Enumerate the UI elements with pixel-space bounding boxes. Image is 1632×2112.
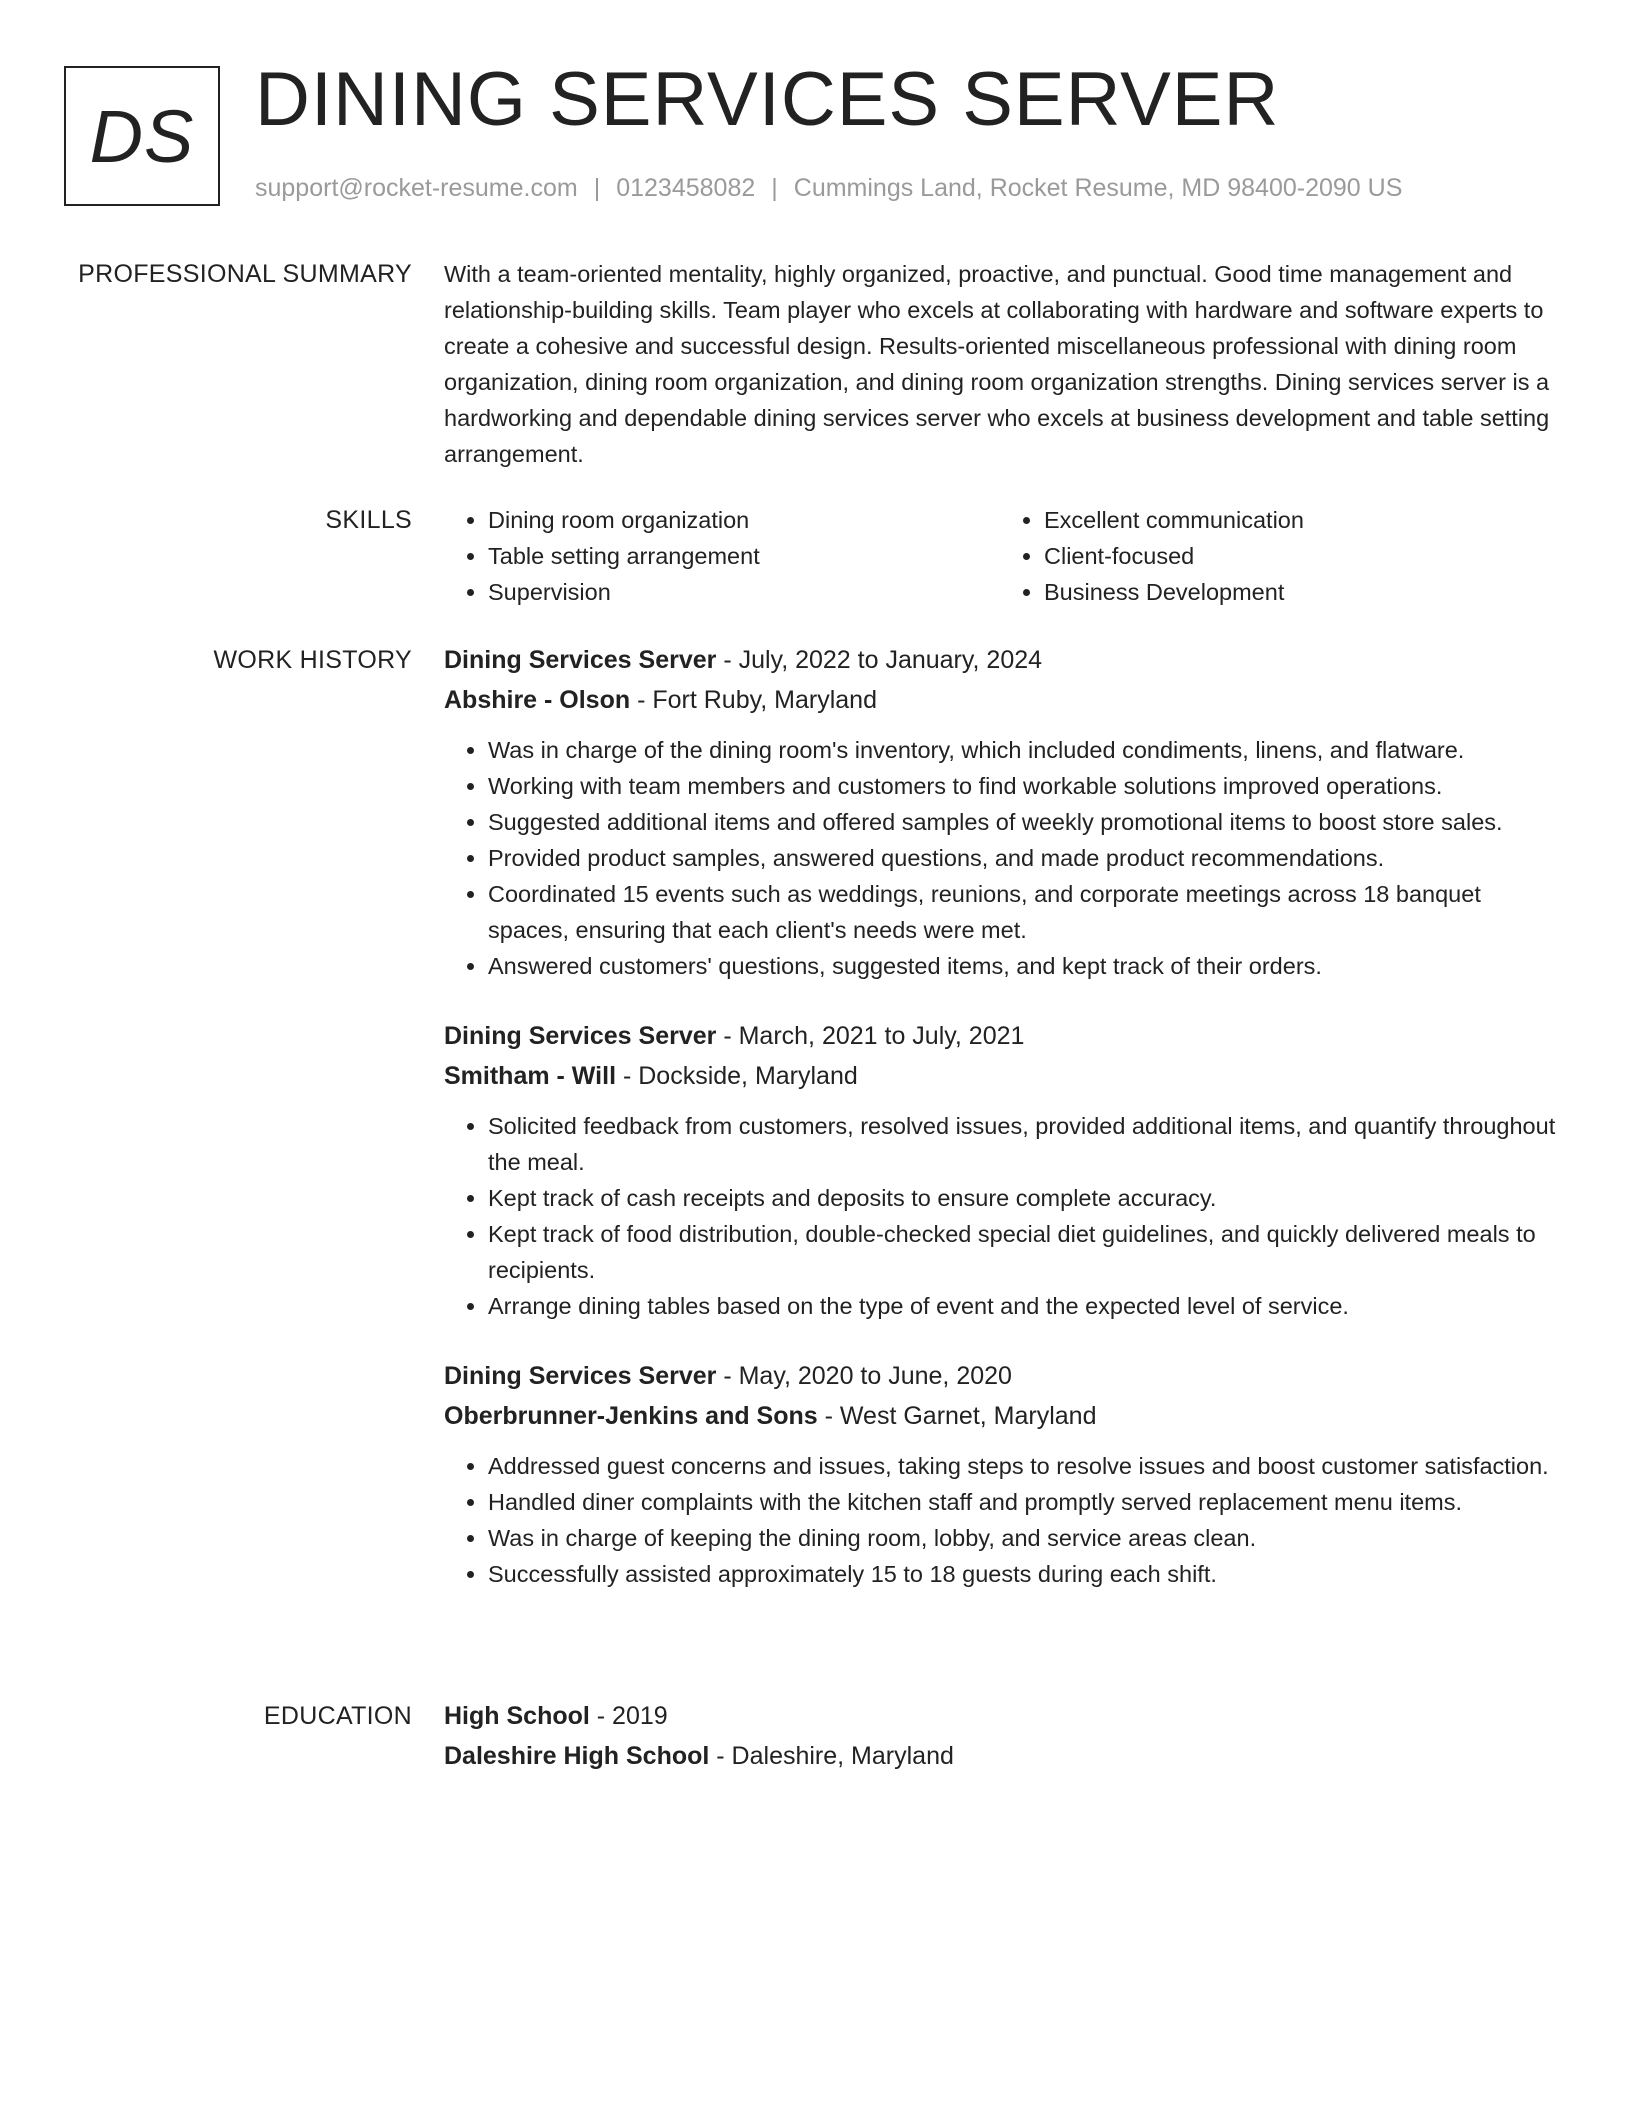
job-company-line (444, 680, 1556, 720)
job-bullet: • Suggested additional items and offered samples of weekly promotional items to boost store sales. (488, 804, 1556, 840)
job-dates: - July, 2022 to January, 2024 (716, 646, 1043, 674)
skills-heading: SKILLS (325, 506, 412, 534)
contact-email[interactable]: support@rocket-resume.com (255, 174, 578, 202)
job-company-line (444, 1396, 1556, 1436)
skill-item: • Table setting arrangement (488, 538, 1000, 574)
job-bullet: • Working with team members and customers to find workable solutions improved operations. (488, 768, 1556, 804)
job-bullet: • Successfully assisted approximately 15 to 18 guests during each shift. (488, 1556, 1556, 1592)
resume-name: DINING SERVICES SERVER (255, 57, 1280, 142)
job-bullet: • Coordinated 15 events such as weddings, reunions, and corporate meetings across 18 banquet spaces, ensuring that each client's needs were met. (488, 876, 1556, 948)
education-year: - 2019 (589, 1702, 668, 1730)
job-title: Dining Services Server (444, 646, 717, 674)
job-dates: - May, 2020 to June, 2020 (716, 1362, 1012, 1390)
contact-separator: | (771, 174, 778, 202)
skill-item: • Client-focused (1044, 538, 1556, 574)
education-school: Daleshire High School (444, 1742, 710, 1770)
job-title-line (444, 1016, 1556, 1056)
job-bullets (444, 1448, 1556, 1592)
job-entry (444, 640, 1556, 984)
job-bullet: • Was in charge of keeping the dining room, lobby, and service areas clean. (488, 1520, 1556, 1556)
education-school-line (444, 1736, 1556, 1776)
job-bullet: • Arrange dining tables based on the type of event and the expected level of service. (488, 1288, 1556, 1324)
job-bullet: • Kept track of food distribution, double-checked special diet guidelines, and quickly delivered meals to recipients. (488, 1216, 1556, 1288)
job-bullet: • Was in charge of the dining room's inventory, which included condiments, linens, and flatware. (488, 732, 1556, 768)
job-title-line (444, 1356, 1556, 1396)
job-title: Dining Services Server (444, 1362, 717, 1390)
skills-right-list (1000, 502, 1556, 610)
education-degree-line (444, 1696, 1556, 1736)
job-company: Abshire - Olson (444, 686, 631, 714)
education-degree: High School (444, 1702, 590, 1730)
contact-address: Cummings Land, Rocket Resume, MD 98400-2090 US (793, 174, 1403, 202)
job-bullet: • Solicited feedback from customers, resolved issues, provided additional items, and quantify throughout the meal. (488, 1108, 1556, 1180)
contact-phone[interactable]: 0123458082 (616, 174, 756, 202)
job-location: - Fort Ruby, Maryland (630, 686, 877, 714)
education-location: - Daleshire, Maryland (709, 1742, 954, 1770)
job-title-line (444, 640, 1556, 680)
skill-item: • Supervision (488, 574, 1000, 610)
contact-line (255, 172, 1402, 205)
job-location: - Dockside, Maryland (616, 1062, 858, 1090)
job-company-line (444, 1056, 1556, 1096)
education-heading: EDUCATION (263, 1702, 412, 1730)
work-history-list (444, 640, 1556, 1624)
job-bullets (444, 1108, 1556, 1324)
job-bullet: • Answered customers' questions, suggested items, and kept track of their orders. (488, 948, 1556, 984)
summary-text: With a team-oriented mentality, highly organized, proactive, and punctual. Good time management and relationship-building skills. Team player who excels at collaborating with hardware and software experts to create a cohesive and successful design. Results-oriented miscellaneous professional with dining room organization, dining room organization, and dining room organization strengths. Dining services server is a hardworking and dependable dining services server who excels at business development and table setting arrangement. (444, 261, 1550, 467)
education-entry (444, 1696, 1556, 1776)
contact-separator: | (593, 174, 601, 202)
job-entry (444, 1356, 1556, 1592)
job-bullet: • Addressed guest concerns and issues, taking steps to resolve issues and boost customer satisfaction. (488, 1448, 1556, 1484)
summary-heading: PROFESSIONAL SUMMARY (78, 260, 412, 288)
work-history-heading: WORK HISTORY (213, 646, 412, 674)
job-bullet: • Provided product samples, answered questions, and made product recommendations. (488, 840, 1556, 876)
skill-item: • Excellent communication (1044, 502, 1556, 538)
job-bullet: • Handled diner complaints with the kitchen staff and promptly served replacement menu items. (488, 1484, 1556, 1520)
job-dates: - March, 2021 to July, 2021 (716, 1022, 1025, 1050)
job-bullet: • Kept track of cash receipts and deposits to ensure complete accuracy. (488, 1180, 1556, 1216)
skill-item: • Business Development (1044, 574, 1556, 610)
skill-item: • Dining room organization (488, 502, 1000, 538)
job-location: - West Garnet, Maryland (817, 1402, 1097, 1430)
job-entry (444, 1016, 1556, 1324)
skills-left-list (444, 502, 1000, 610)
skills-grid (444, 502, 1556, 610)
job-bullets (444, 732, 1556, 984)
job-company: Smitham - Will (444, 1062, 617, 1090)
job-company: Oberbrunner-Jenkins and Sons (444, 1402, 818, 1430)
monogram-badge: DS (64, 66, 220, 206)
job-title: Dining Services Server (444, 1022, 717, 1050)
